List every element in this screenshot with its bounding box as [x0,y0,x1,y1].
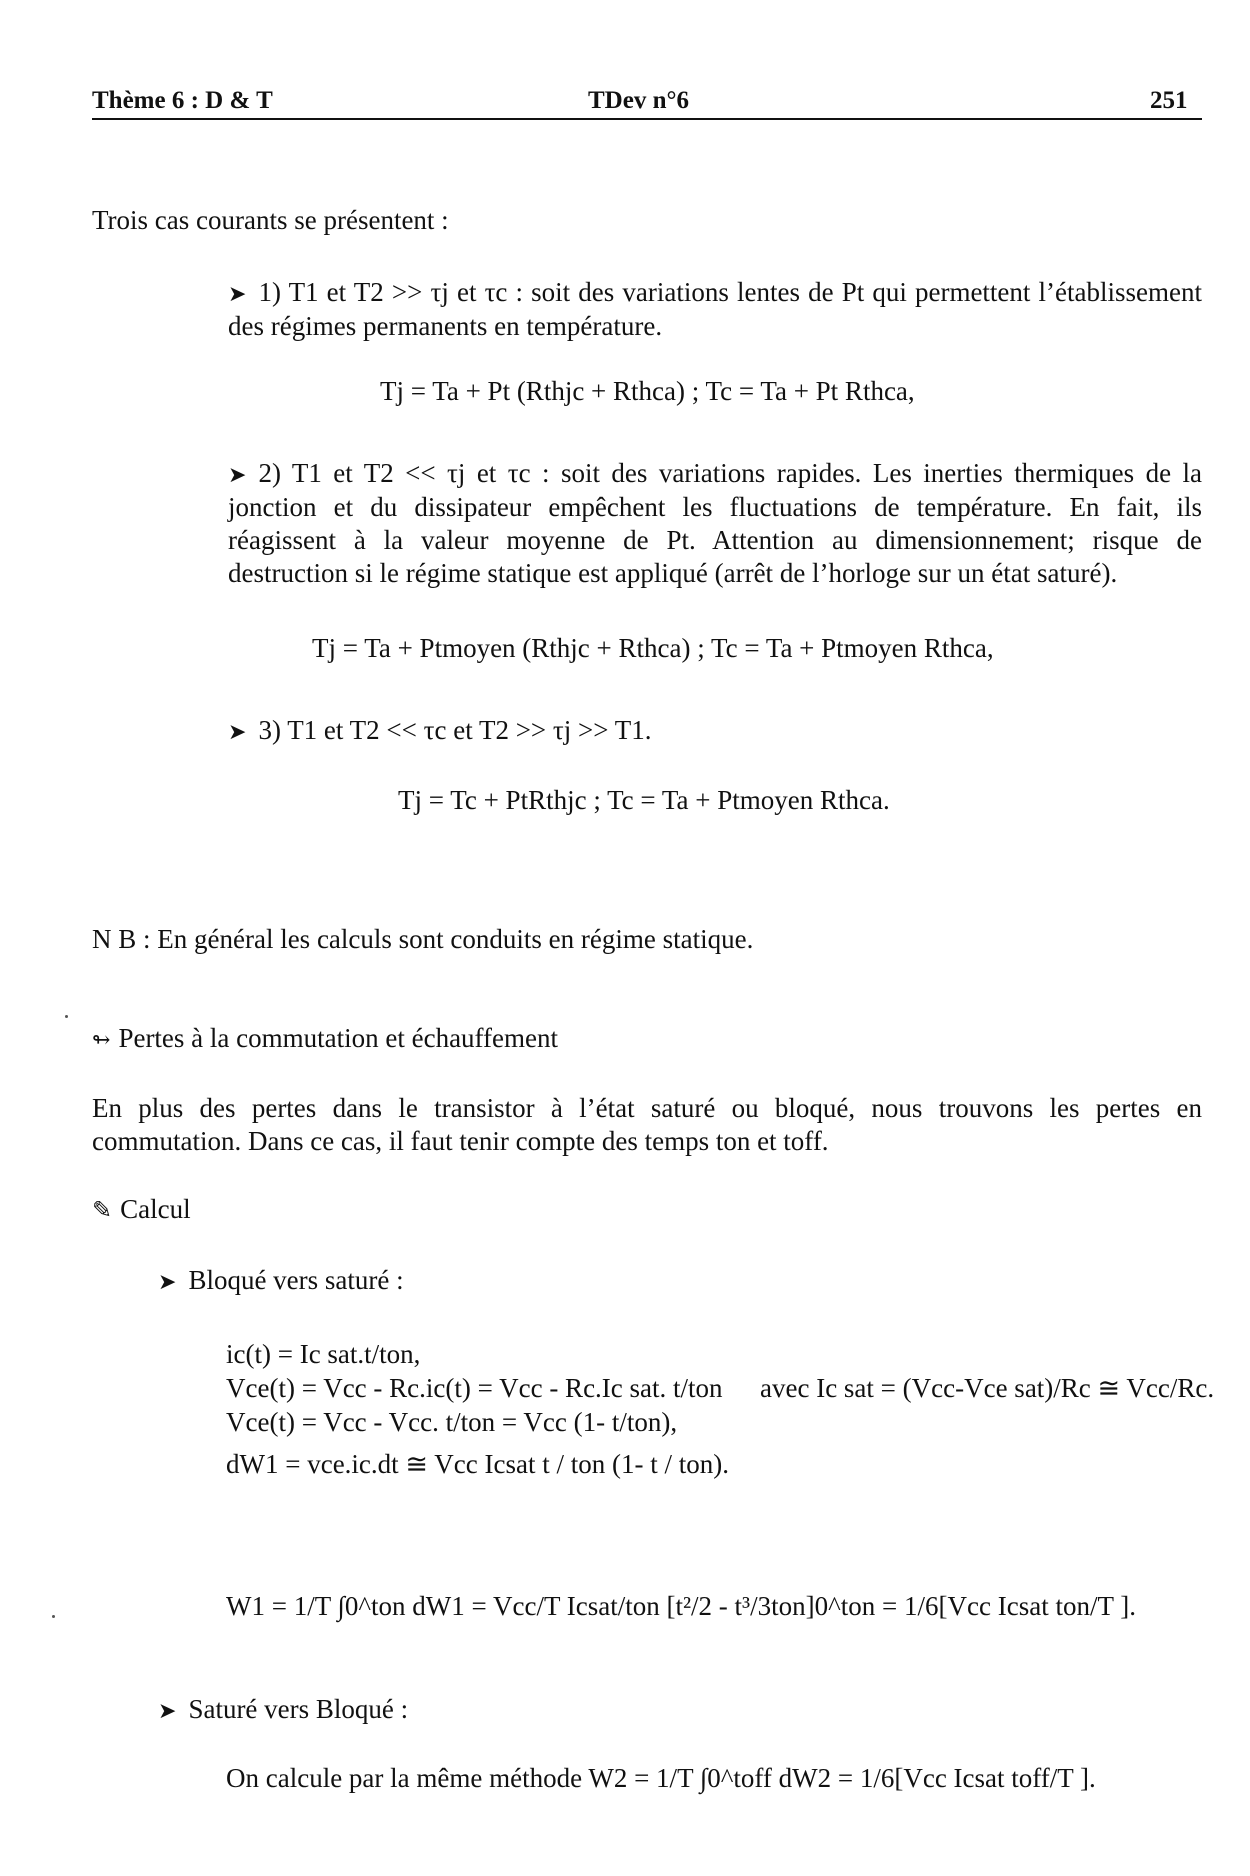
section-title [92,1022,558,1056]
case-2-body: 2) T1 et T2 << τj et τc : soit des variations rapides. Les inerties thermiques de la jonction et du dissipateur empêchent les fluctuations de température. En fait, ils réagissent à la valeur moyenne de Pt. Attention au dimensionnement; risque de destruction si le régime statique est appliqué (arrêt de l’horloge sur un état saturé). [228,458,1202,588]
case-3-text [228,714,651,748]
case-1-body: 1) T1 et T2 >> τj et τc : soit des variations lentes de Pt qui permettent l’établissement des régimes permanents en température. [228,277,1202,341]
page-number: 251 [1150,87,1188,114]
eq-icsat: avec Ic sat = (Vcc-Vce sat)/Rc ≅ Vcc/Rc. [760,1373,1215,1403]
calcul-title-text: Calcul [120,1194,191,1224]
intro-text: Trois cas courants se présentent : [92,205,449,235]
section-title-text: Pertes à la commutation et échauffement [118,1023,559,1053]
arrow-bullet-icon: ➤ [228,719,247,744]
arrow-bullet-icon: ➤ [158,1698,177,1723]
case-3-equation: Tj = Tc + PtRthjc ; Tc = Ta + Ptmoyen Rthca. [398,785,890,815]
header-title: TDev n°6 [588,87,689,114]
section-paragraph: En plus des pertes dans le transistor à l’état saturé ou bloqué, nous trouvons les pertes en commutation. Dans ce cas, il faut tenir compte des temps ton et toff. [92,1093,1202,1156]
pen-icon: ✎ [92,1198,113,1224]
eq-vce-1: Vce(t) = Vcc - Rc.ic(t) = Vcc - Rc.Ic sat. t/ton [226,1373,723,1403]
scan-speck [65,1015,68,1018]
eq-ic: ic(t) = Ic sat.t/ton, [226,1339,421,1369]
eq-w1: W1 = 1/T ∫0^ton dW1 = Vcc/T Icsat/ton [t²/2 - t³/3ton]0^ton = 1/6[Vcc Icsat ton/T ]. [226,1591,1136,1621]
sature-title [158,1693,408,1727]
nb-note: N B : En général les calculs sont conduits en régime statique. [92,924,754,954]
eq-w2: On calcule par la même méthode W2 = 1/T ∫0^toff dW2 = 1/6[Vcc Icsat toff/T ]. [226,1763,1096,1793]
calcul-title [92,1193,191,1228]
case-1-text [228,276,1202,343]
arrow-bullet-icon: ➤ [228,462,247,487]
sature-title-text: Saturé vers Bloqué : [188,1694,409,1724]
case-3-body: 3) T1 et T2 << τc et T2 >> τj >> T1. [258,715,652,745]
bloque-title [158,1264,404,1298]
eq-vce-2: Vce(t) = Vcc - Vcc. t/ton = Vcc (1- t/ton), [226,1407,678,1437]
eq-dw1: dW1 = vce.ic.dt ≅ Vcc Icsat t / ton (1- t / ton). [226,1449,729,1479]
case-2-text [228,457,1202,590]
case-2-equation: Tj = Ta + Ptmoyen (Rthjc + Rthca) ; Tc = Ta + Ptmoyen Rthca, [312,633,994,663]
header-rule [92,118,1202,120]
header-theme: Thème 6 : D & T [92,87,273,114]
hand-pointer-icon: ↬ [92,1027,111,1052]
case-1-equation: Tj = Ta + Pt (Rthjc + Rthca) ; Tc = Ta + Pt Rthca, [380,376,915,406]
arrow-bullet-icon: ➤ [228,281,247,306]
scan-speck [52,1615,55,1618]
bloque-title-text: Bloqué vers saturé : [188,1265,404,1295]
arrow-bullet-icon: ➤ [158,1269,177,1294]
